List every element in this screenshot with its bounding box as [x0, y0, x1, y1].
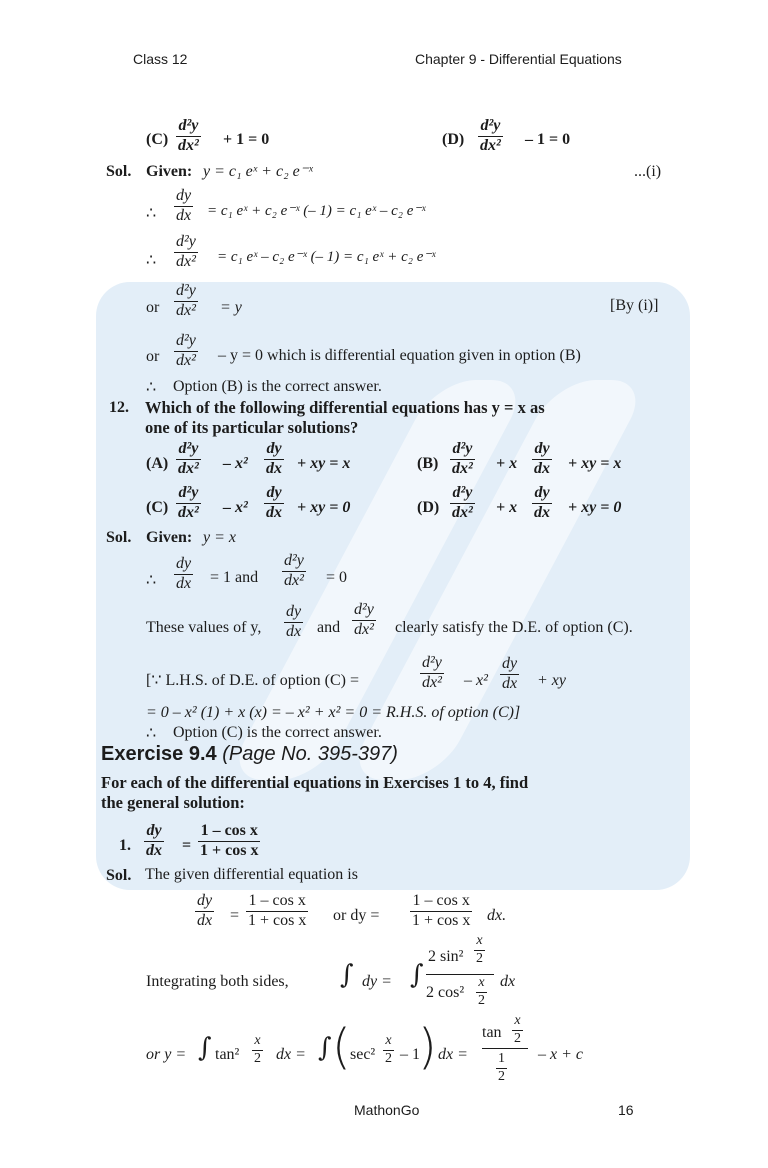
values-text: These values of y,	[146, 619, 262, 636]
option-a-fraction-1: $\frac{\text{d²y}}{\text{dx²}}$	[178, 440, 199, 477]
half-x-fraction: $\frac{x}{2}$	[385, 1033, 392, 1066]
result-tail: – x + c	[538, 1046, 583, 1063]
numerator-2sin2: 2 sin²	[428, 948, 464, 965]
option-d-fraction-1: $\frac{\text{d²y}}{\text{dx²}}$	[452, 484, 473, 521]
tan-word: tan	[482, 1024, 502, 1041]
option-a-label: (A)	[146, 455, 169, 472]
or-word: or	[146, 348, 160, 365]
half-x-fraction: $\frac{x}{2}$	[514, 1013, 521, 1046]
or-word: or	[146, 299, 160, 316]
option-c-tail: + xy = 0	[297, 499, 351, 516]
dy-dx-fraction: $\frac{dy}{dx}$	[176, 555, 192, 592]
cos-fraction: $\frac{\text{1 – cos x}}{\text{1 + cos x}}$	[248, 892, 307, 929]
footer-page-number: 16	[618, 1102, 634, 1118]
second-derivative-rhs: = c₁ eˣ – c₂ e⁻ˣ (– 1) = c₁ eˣ + c₂ e⁻ˣ	[217, 249, 436, 265]
header-chapter: Chapter 9 - Differential Equations	[415, 51, 622, 67]
integral-sign: ∫	[340, 960, 354, 990]
d2y-dx2-fraction: $\frac{\text{d²y}}{\text{dx²}}$	[176, 233, 196, 270]
option-d-fraction-2: $\frac{dy}{dx}$	[534, 484, 550, 521]
option-d-fraction: $\frac{\text{d²y}}{\text{dx²}}$	[480, 117, 501, 154]
option-b-tail: + xy = x	[568, 455, 622, 472]
sol-label: Sol.	[106, 163, 132, 180]
option-d-label: (D)	[442, 131, 465, 148]
d2y-dx2-fraction: $\frac{\text{d²y}}{\text{dx²}}$	[284, 552, 304, 589]
half-x-fraction: $\frac{x}{2}$	[254, 1033, 261, 1066]
integrating-text: Integrating both sides,	[146, 973, 289, 990]
or-dy: or dy =	[333, 907, 380, 924]
dx-equals: dx =	[276, 1046, 306, 1063]
dx-term: dx	[500, 973, 516, 990]
option-c-label: (C)	[146, 131, 169, 148]
header-class: Class 12	[133, 51, 188, 67]
option-d-tail: + xy = 0	[568, 499, 622, 516]
option-b-fraction-2: $\frac{dy}{dx}$	[534, 440, 550, 477]
option-c-fraction-1: $\frac{\text{d²y}}{\text{dx²}}$	[178, 484, 199, 521]
because-statement: [∵ L.H.S. of D.E. of option (C) =	[146, 672, 359, 689]
because-term: – x²	[464, 672, 488, 689]
option-c-label: (C)	[146, 499, 169, 516]
given-label: Given:	[146, 163, 193, 180]
option-d-tail: – 1 = 0	[525, 131, 571, 148]
d2y-dx2-fraction: $\frac{\text{d²y}}{\text{dx²}}$	[422, 654, 442, 691]
option-d-label: (D)	[417, 499, 440, 516]
fraction-bar	[482, 1048, 528, 1049]
right-paren: )	[418, 1019, 437, 1075]
option-b-term: + x	[496, 455, 518, 472]
cos-fraction: $\frac{\text{1 – cos x}}{\text{1 + cos x}}$	[200, 822, 259, 859]
tan-squared: tan²	[215, 1046, 240, 1063]
option-c-fraction: $\frac{\text{d²y}}{\text{dx²}}$	[178, 117, 199, 154]
therefore-symbol: ∴	[146, 572, 157, 589]
dx-equals: dx =	[438, 1046, 468, 1063]
d2y-dx2-fraction: $\frac{\text{d²y}}{\text{dx²}}$	[176, 332, 196, 369]
integral-sign: ∫	[318, 1033, 332, 1063]
equals-zero: = 0	[326, 569, 348, 586]
given-equation: y = x	[203, 529, 236, 546]
d2y-dx2-fraction: $\frac{\text{d²y}}{\text{dx²}}$	[354, 601, 374, 638]
integral-sign: ∫	[410, 960, 424, 990]
dy-dx-fraction: $\frac{dy}{dx}$	[176, 187, 192, 224]
values-and: and	[317, 619, 341, 636]
dy-dx-fraction: $\frac{dy}{dx}$	[146, 822, 162, 859]
exercise-instruction-line2: the general solution:	[101, 793, 245, 812]
option-c-term: – x²	[223, 499, 248, 516]
left-paren: (	[332, 1019, 351, 1075]
sol-label: Sol.	[106, 867, 132, 884]
given-label: Given:	[146, 529, 193, 546]
option-c-fraction-2: $\frac{dy}{dx}$	[266, 484, 282, 521]
minus-one: – 1	[400, 1046, 420, 1063]
d2y-dx2-fraction: $\frac{\text{d²y}}{\text{dx²}}$	[176, 282, 196, 319]
answer-q12: Option (C) is the correct answer.	[173, 724, 382, 741]
values-conclusion: clearly satisfy the D.E. of option (C).	[395, 619, 633, 636]
by-reference: [By (i)]	[610, 297, 659, 314]
or-y-equals: or y =	[146, 1046, 187, 1063]
option-b-fraction-1: $\frac{\text{d²y}}{\text{dx²}}$	[452, 440, 473, 477]
therefore-symbol: ∴	[146, 725, 157, 742]
answer-q11: Option (B) is the correct answer.	[173, 378, 382, 395]
sec-squared: sec²	[350, 1046, 376, 1063]
footer-brand: MathonGo	[354, 1102, 420, 1118]
question-text-line1: Which of the following differential equations has y = x as	[145, 398, 545, 417]
option-d-term: + x	[496, 499, 518, 516]
therefore-symbol: ∴	[146, 252, 157, 269]
option-a-tail: + xy = x	[297, 455, 351, 472]
exercise-title: Exercise 9.4 (Page No. 395-397)	[101, 743, 398, 765]
dy-equals: dy =	[362, 973, 392, 990]
option-c-tail: + 1 = 0	[223, 131, 270, 148]
half-x-fraction: $\frac{x}{2}$	[478, 975, 485, 1008]
option-b-label: (B)	[417, 455, 439, 472]
question-text-line2: one of its particular solutions?	[145, 418, 359, 437]
equals-sign: =	[230, 907, 240, 924]
therefore-symbol: ∴	[146, 205, 157, 222]
exercise-instruction-line1: For each of the differential equations in Exercises 1 to 4, find	[101, 773, 529, 792]
question-number: 1.	[119, 837, 131, 854]
equals-y: = y	[220, 299, 242, 316]
dy-dx-fraction: $\frac{dy}{dx}$	[286, 603, 302, 640]
given-equation: y = c₁ eˣ + c₂ e⁻ˣ	[203, 163, 313, 180]
therefore-symbol: ∴	[146, 379, 157, 396]
dy-dx-fraction: $\frac{dy}{dx}$	[197, 892, 213, 929]
because-tail: + xy	[537, 672, 566, 689]
equals-sign: =	[182, 837, 192, 854]
first-derivative-rhs: = c₁ eˣ + c₂ e⁻ˣ (– 1) = c₁ eˣ – c₂ e⁻ˣ	[207, 203, 426, 219]
equals-one-and: = 1 and	[210, 569, 259, 586]
half-x-fraction: $\frac{x}{2}$	[476, 933, 483, 966]
equation-ref: ...(i)	[634, 163, 662, 180]
denominator-2cos2: 2 cos²	[426, 984, 465, 1001]
dy-dx-fraction: $\frac{dy}{dx}$	[502, 655, 518, 692]
option-a-fraction-2: $\frac{dy}{dx}$	[266, 440, 282, 477]
dx-term: dx.	[487, 907, 507, 924]
cos-fraction: $\frac{\text{1 – cos x}}{\text{1 + cos x}}$	[412, 892, 471, 929]
integral-sign: ∫	[198, 1033, 212, 1063]
sol-statement: The given differential equation is	[145, 866, 358, 883]
de-statement: – y = 0 which is differential equation given in option (B)	[218, 347, 581, 364]
one-half-fraction: $\frac{1}{2}$	[498, 1051, 505, 1084]
sol-label: Sol.	[106, 529, 132, 546]
option-a-term: – x²	[223, 455, 248, 472]
result-line: = 0 – x² (1) + x (x) = – x² + x² = 0 = R.H.S. of option (C)]	[146, 704, 521, 721]
question-number: 12.	[109, 399, 129, 416]
